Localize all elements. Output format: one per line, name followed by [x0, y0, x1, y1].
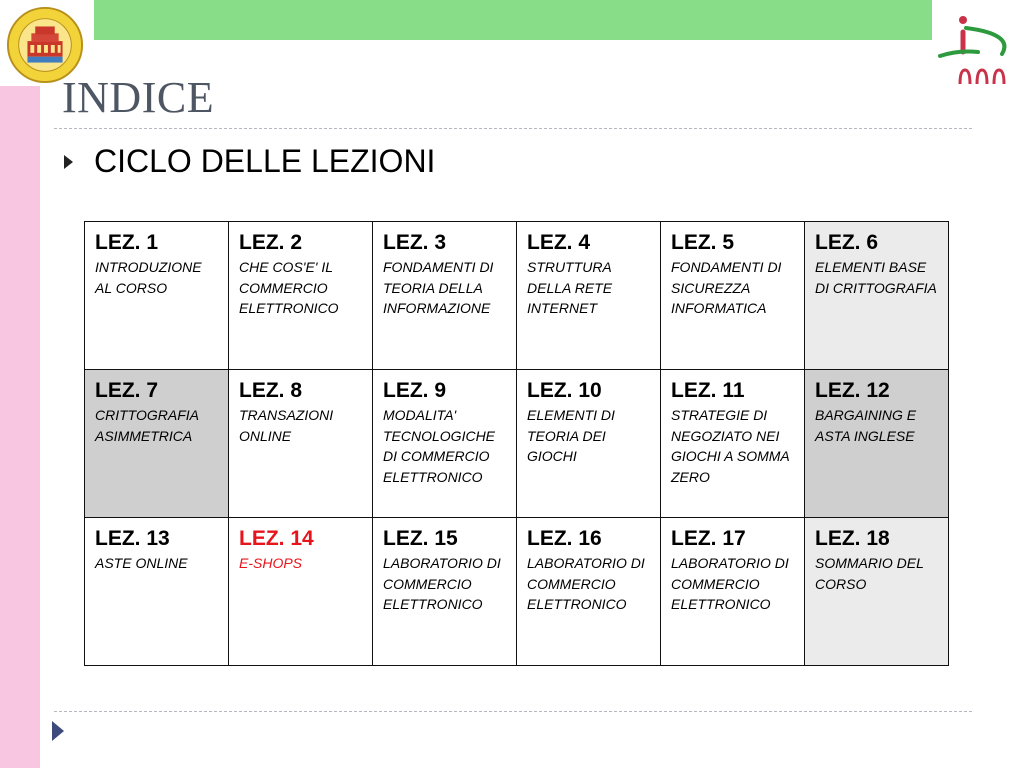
lesson-cell — [517, 518, 661, 666]
lesson-number: LEZ. 13 — [95, 527, 170, 550]
lesson-number: LEZ. 7 — [95, 379, 159, 402]
lesson-cell — [229, 370, 373, 518]
lesson-number: LEZ. 9 — [383, 379, 447, 402]
lesson-number: LEZ. 18 — [815, 527, 890, 550]
lesson-cell — [229, 222, 373, 370]
lesson-cell — [373, 222, 517, 370]
bullet-label: CICLO DELLE LEZIONI — [94, 143, 436, 179]
lesson-description: E-SHOPS — [239, 555, 303, 571]
lesson-cell — [85, 370, 229, 518]
lesson-description: ELEMENTI BASE DI CRITTOGRAFIA — [815, 259, 937, 296]
lesson-number: LEZ. 5 — [671, 231, 735, 254]
lesson-number: LEZ. 10 — [527, 379, 602, 402]
lesson-number: LEZ. 4 — [527, 231, 591, 254]
footer-divider — [54, 711, 972, 712]
lesson-cell — [517, 222, 661, 370]
lesson-cell — [805, 222, 949, 370]
lesson-cell — [373, 370, 517, 518]
lesson-number: LEZ. 14 — [239, 527, 314, 550]
lesson-description: ELEMENTI DI TEORIA DEI GIOCHI — [527, 407, 615, 464]
lesson-cell — [517, 370, 661, 518]
lesson-description: BARGAINING E ASTA INGLESE — [815, 407, 917, 444]
lesson-description: CHE COS'E' IL COMMERCIO ELETTRONICO — [239, 259, 339, 316]
lesson-description: LABORATORIO DI COMMERCIO ELETTRONICO — [383, 555, 501, 612]
lesson-description: CRITTOGRAFIA ASIMMETRICA — [95, 407, 199, 444]
lesson-description: STRUTTURA DELLA RETE INTERNET — [527, 259, 613, 316]
lesson-number: LEZ. 15 — [383, 527, 458, 550]
lesson-cell — [661, 518, 805, 666]
lesson-number: LEZ. 12 — [815, 379, 890, 402]
next-slide-arrow-icon[interactable] — [52, 721, 64, 741]
table-row — [85, 222, 949, 370]
table-row — [85, 370, 949, 518]
lesson-number: LEZ. 11 — [671, 379, 745, 402]
lesson-description: FONDAMENTI DI SICUREZZA INFORMATICA — [671, 259, 782, 316]
lesson-description: LABORATORIO DI COMMERCIO ELETTRONICO — [671, 555, 789, 612]
lesson-number: LEZ. 2 — [239, 231, 303, 254]
lesson-cell — [85, 222, 229, 370]
lesson-cell — [805, 370, 949, 518]
lesson-number: LEZ. 16 — [527, 527, 602, 550]
lesson-number: LEZ. 8 — [239, 379, 303, 402]
top-accent-bar — [94, 0, 932, 40]
table-row — [85, 518, 949, 666]
lesson-description: TRANSAZIONI ONLINE — [239, 407, 334, 444]
lesson-description: FONDAMENTI DI TEORIA DELLA INFORMAZIONE — [383, 259, 494, 316]
lesson-description: STRATEGIE DI NEGOZIATO NEI GIOCHI A SOMMA ZERO — [671, 407, 790, 485]
lesson-number: LEZ. 17 — [671, 527, 746, 550]
lesson-description: SOMMARIO DEL CORSO — [815, 555, 924, 592]
lesson-cell-current — [229, 518, 373, 666]
bullet-item — [64, 143, 435, 180]
lesson-description: MODALITA' TECNOLOGICHE DI COMMERCIO ELETTRONICO — [383, 407, 496, 485]
lesson-cell — [85, 518, 229, 666]
lesson-description: ASTE ONLINE — [95, 555, 188, 571]
lesson-cell — [661, 370, 805, 518]
lesson-cell — [805, 518, 949, 666]
left-accent-bar — [0, 86, 40, 768]
lesson-number: LEZ. 1 — [95, 231, 159, 254]
brand-mark-logo — [932, 6, 1018, 90]
bullet-arrow-icon — [64, 155, 73, 169]
lesson-cell — [373, 518, 517, 666]
lesson-description: INTRODUZIONE AL CORSO — [95, 259, 202, 296]
lesson-number: LEZ. 3 — [383, 231, 447, 254]
lesson-number: LEZ. 6 — [815, 231, 879, 254]
lessons-table — [84, 221, 949, 666]
lesson-cell — [661, 222, 805, 370]
lesson-description: LABORATORIO DI COMMERCIO ELETTRONICO — [527, 555, 645, 612]
title-divider — [54, 128, 972, 129]
slide-title: INDICE — [62, 73, 215, 122]
